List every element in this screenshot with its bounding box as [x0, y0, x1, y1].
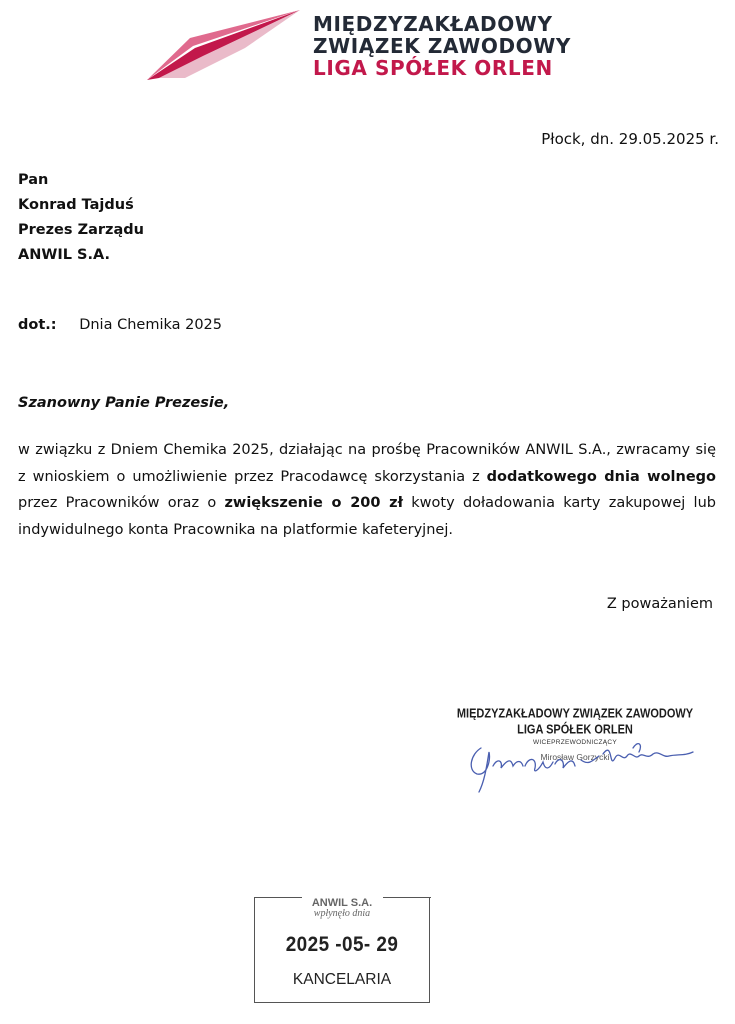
body-part-3: kwoty doładowania karty zakupowej lub indywidulnego konta Pracownika na platformie kafeteryjnej.	[18, 495, 716, 538]
stamp-company: ANWIL S.A.	[311, 897, 373, 909]
addressee-position: Prezes Zarządu	[18, 222, 144, 238]
signature-org-line-2: LIGA SPÓŁEK ORLEN	[517, 723, 633, 737]
stamp-note: wpłynęło dnia	[313, 908, 371, 919]
union-logo-icon	[145, 8, 305, 84]
addressee-name: Konrad Tajduś	[18, 197, 134, 213]
body-bold-1: dodatkowego dnia wolnego	[486, 468, 716, 485]
receipt-stamp	[254, 897, 430, 1003]
addressee-company: ANWIL S.A.	[18, 247, 110, 263]
signature-role: WICEPRZEWODNICZĄCY	[532, 739, 618, 746]
body-bold-2: zwiększenie o 200 zł	[224, 495, 403, 511]
subject-text: Dnia Chemika 2025	[79, 317, 223, 333]
signature-org-line-1: MIĘDZYZAKŁADOWY ZWIĄZEK ZAWODOWY	[456, 707, 694, 721]
letter-body	[18, 437, 716, 543]
signature-name: Mirosław Gorzycki	[540, 752, 610, 762]
handwritten-signature-icon	[463, 730, 703, 800]
subject-label: dot.:	[18, 317, 57, 333]
addressee-title: Pan	[18, 172, 49, 188]
logo-line-1: MIĘDZYZAKŁADOWY	[313, 12, 553, 36]
stamp-department: KANCELARIA	[292, 971, 392, 988]
salutation: Szanowny Panie Prezesie,	[18, 395, 230, 411]
body-part-2: przez Pracowników oraz o	[18, 495, 225, 511]
body-part-1: w związku z Dniem Chemika 2025, działając na prośbę Pracowników ANWIL S.A., zwracamy się z wnioskiem o umożliwienie przez Pracodawcę skorzystania z	[18, 442, 716, 485]
letter-date: Płock, dn. 29.05.2025 r.	[541, 130, 719, 148]
subject-line	[18, 317, 222, 333]
addressee-block	[18, 168, 144, 268]
union-logo-text	[313, 14, 571, 80]
logo-line-2: ZWIĄZEK ZAWODOWY	[313, 34, 571, 58]
closing: Z poważaniem	[606, 596, 713, 612]
logo-line-3: LIGA SPÓŁEK ORLEN	[313, 56, 553, 80]
stamp-date: 2025 -05- 29	[285, 933, 399, 956]
